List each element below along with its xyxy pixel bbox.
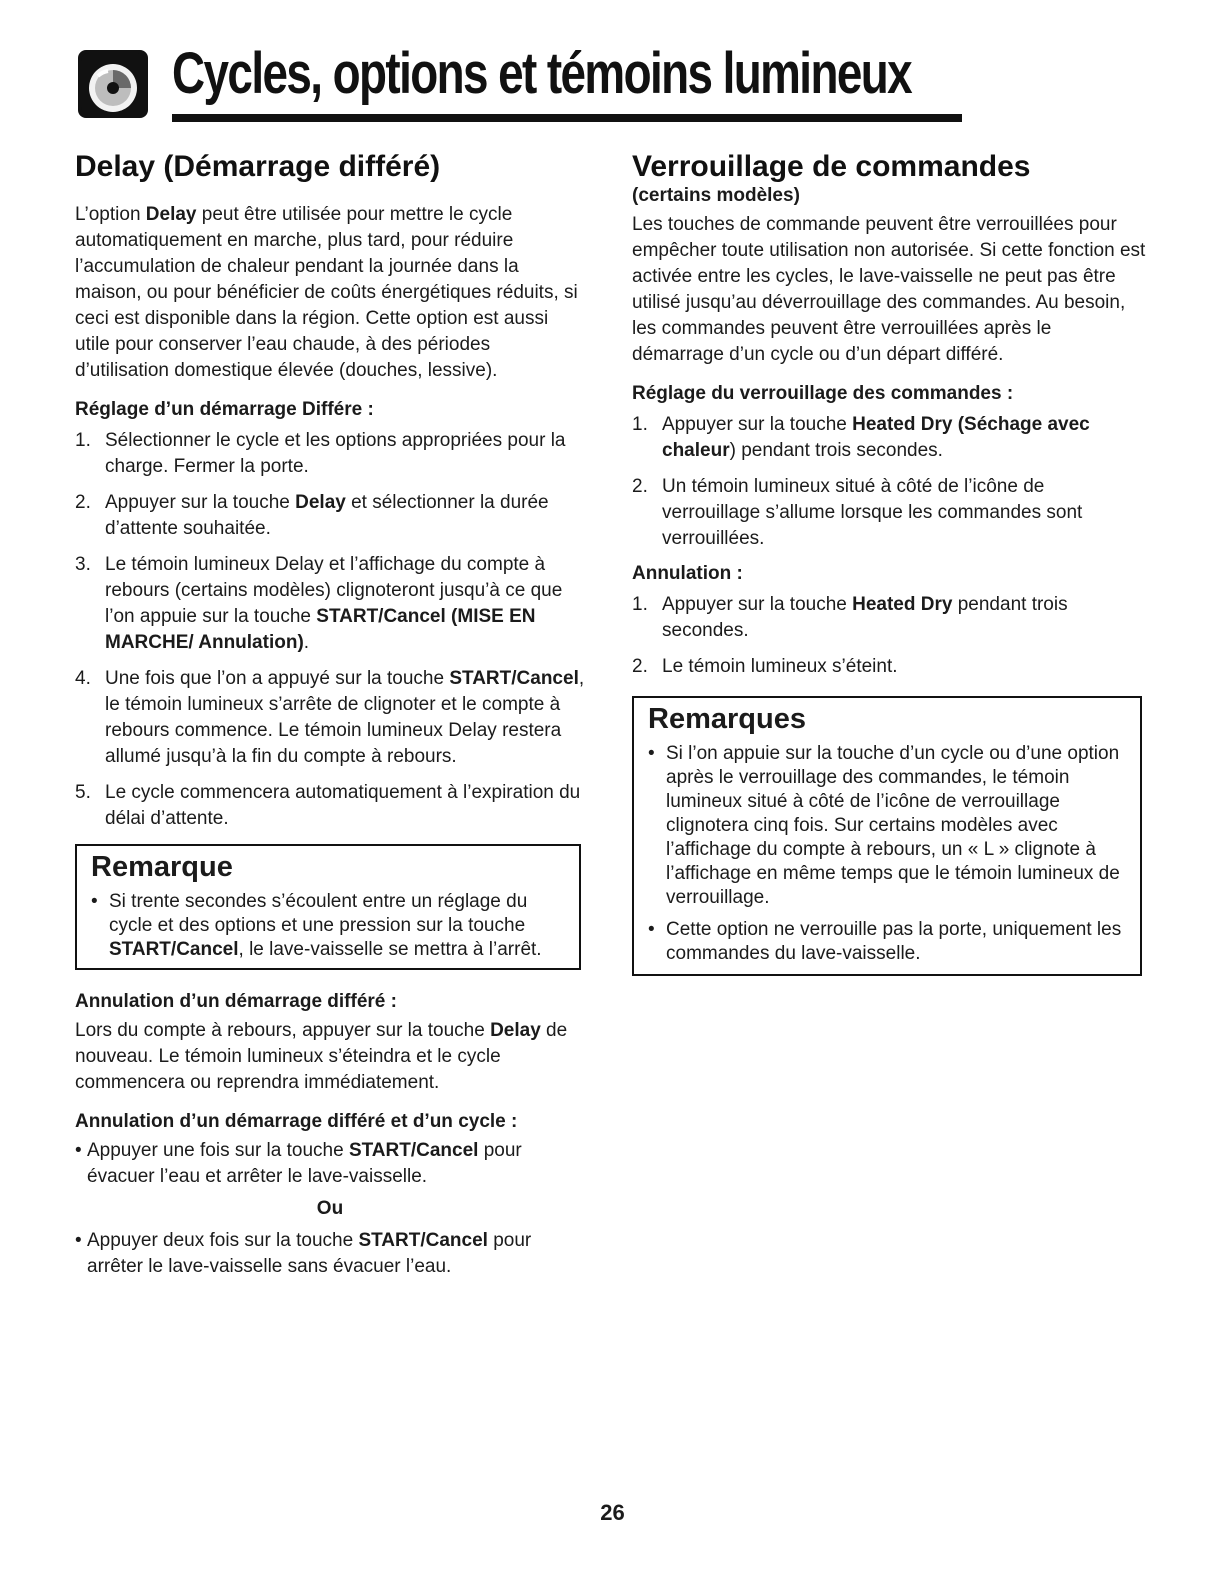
step-text-part: Appuyer sur la touche [662,414,853,435]
lock-setting-heading: Réglage du verrouillage des commandes : [632,383,1014,404]
step-text-part: Appuyer sur la touche [105,492,296,513]
step-text-part: Une fois que l’on a appuyé sur la touche [105,668,450,689]
step-text [105,666,585,770]
lock-intro: Les touches de commande peuvent être verrouillées pour empêcher toute utilisation non autorisée. Si cette fonction est activée entre les cycles, le lave-vaisselle ne peut pas être utilisé jusqu’au déverrouillage des commandes. Au besoin, les commandes peuvent être verrouillées après le démarrage d’un cycle ou d’un départ différé. [632,214,1146,365]
note-text: Cette option ne verrouille pas la porte, uniquement les commandes du lave-vaisselle. [666,919,1122,964]
list-item [632,654,1147,680]
step-text-part: Le témoin lumineux Delay et l’affichage du compte à rebours (certains modèles) clignoteront jusqu’à ce que l’on appuie sur la touche [105,554,563,627]
cancel-lock-steps [632,592,1147,680]
bullet: • [91,891,98,912]
step-text [662,592,1147,644]
step-number: 2. [75,492,91,513]
cancel-both-heading: Annulation d’un démarrage différé et d’un cycle : [75,1111,518,1132]
text-part: pour arrêter le lave-vaisselle sans évacuer l’eau. [87,1230,532,1277]
step-text-bold: Heated Dry [852,594,953,615]
note-text-part: , le lave-vaisselle se mettra à l’arrêt. [238,939,542,960]
list-item [75,1138,585,1190]
step-text [105,552,585,656]
delay-intro-bold: Delay [145,204,197,225]
cancel-both-list [75,1138,585,1190]
lock-notes-box [632,696,1142,976]
step-text-part: pendant trois secondes. [662,594,1068,641]
list-item [632,592,1147,644]
cancel-delay-part: Lors du compte à rebours, appuyer sur la touche [75,1020,491,1041]
text-part: pour évacuer l’eau et arrêter le lave-vaisselle. [87,1140,522,1187]
step-number: 1. [632,594,648,615]
cancel-option-text [87,1138,585,1190]
page-title: Cycles, options et témoins lumineux [172,41,912,106]
cancel-delay-text [75,1018,585,1096]
note-title: Remarques [648,703,806,735]
page-number: 26 [600,1500,625,1525]
step-number: 1. [632,414,648,435]
step-number: 2. [632,656,648,677]
list-item [75,490,585,542]
step-text-part: , le témoin lumineux s’arrête de clignoter et le compte à rebours commence. Le témoin lumineux Delay restera allumé jusqu’à la fin du compte à rebours. [105,668,585,767]
note-text: Si l’on appuie sur la touche d’un cycle ou d’une option après le verrouillage des commandes, le témoin lumineux situé à côté de l’icône de verrouillage clignotera cinq fois. Sur certains modèles avec l’affichage du compte à rebours, un « L » clignote à l’affichage en même temps que le témoin lumineux de verrouillage. [666,743,1120,908]
dishwasher-dial-icon [78,50,148,118]
step-text-bold: START/Cancel (MISE EN MARCHE/ Annulation) [105,606,536,653]
or-separator: Ou [316,1198,344,1219]
note-text-bold: START/Cancel [109,939,239,960]
bullet: • [648,743,655,764]
delay-intro-text: L’option [75,204,146,225]
left-column [75,150,585,1280]
step-text: Sélectionner le cycle et les options appropriées pour la charge. Fermer la porte. [105,430,566,477]
right-column [632,150,1147,976]
note-text-part: Si trente secondes s’écoulent entre un réglage du cycle et des options et une pression sur la touche [109,891,528,936]
lock-heading: Verrouillage de commandes [632,150,1031,183]
step-text-bold: Heated Dry (Séchage avec chaleur [662,414,1090,461]
delay-setting-heading: Réglage d’un démarrage Différe : [75,399,374,420]
note-text [109,890,567,962]
step-number: 4. [75,668,91,689]
list-item [75,1228,585,1280]
list-item [75,666,585,770]
step-text [662,412,1147,464]
bullet: • [75,1230,82,1251]
step-text [105,490,585,542]
page-header [78,36,968,126]
delay-note-box [75,844,581,970]
title-underline [172,114,962,122]
delay-steps [75,428,585,832]
note-title: Remarque [91,851,233,883]
cancel-option-text [87,1228,585,1280]
step-text-part: et sélectionner la durée d’attente souhaitée. [105,492,549,539]
list-item [648,742,1128,910]
list-item [75,428,585,480]
delay-intro-text: peut être utilisée pour mettre le cycle automatiquement en marche, plus tard, pour réduire l’accumulation de chaleur pendant la journée dans la maison, ou pour bénéficier de coûts énergétiques réduits, si ceci est disponible dans la région. Cette option est aussi utile pour conserver l’eau chaude, à des périodes d’utilisation domestique élevée (douches, lessive). [75,204,578,381]
delay-intro [75,202,585,384]
cancel-both-list [75,1228,585,1280]
bullet: • [648,919,655,940]
lock-steps [632,412,1147,552]
step-text: Le témoin lumineux s’éteint. [662,656,898,677]
step-text-bold: START/Cancel [449,668,579,689]
list-item [632,412,1147,464]
cancel-delay-heading: Annulation d’un démarrage différé : [75,991,397,1012]
step-number: 2. [632,476,648,497]
list-item [75,552,585,656]
text-bold: START/Cancel [358,1230,488,1251]
text-bold: START/Cancel [348,1140,479,1161]
list-item [648,918,1128,966]
text-part: Appuyer une fois sur la touche [87,1140,349,1161]
cancel-lock-heading: Annulation : [632,563,743,584]
note-bullets [648,742,1128,966]
list-item [632,474,1147,552]
step-text-part: . [303,632,310,653]
step-text-part: Appuyer sur la touche [662,594,853,615]
step-text-part: ) pendant trois secondes. [729,440,943,461]
cancel-delay-bold: Delay [490,1020,541,1041]
step-text: Un témoin lumineux situé à côté de l’icône de verrouillage s’allume lorsque les commandes sont verrouillées. [662,476,1083,549]
step-number: 5. [75,782,91,803]
lock-subheading: (certains modèles) [632,185,800,206]
note-bullets [91,890,567,962]
step-text: Le cycle commencera automatiquement à l’expiration du délai d’attente. [105,782,581,829]
step-number: 3. [75,554,91,575]
text-part: Appuyer deux fois sur la touche [87,1230,359,1251]
bullet: • [75,1140,82,1161]
list-item [75,780,585,832]
step-number: 1. [75,430,91,451]
list-item [91,890,567,962]
step-text-bold: Delay [295,492,346,513]
delay-heading: Delay (Démarrage différé) [75,150,441,183]
cancel-delay-part: de nouveau. Le témoin lumineux s’éteindra et le cycle commencera ou reprendra immédiatement. [75,1020,568,1093]
